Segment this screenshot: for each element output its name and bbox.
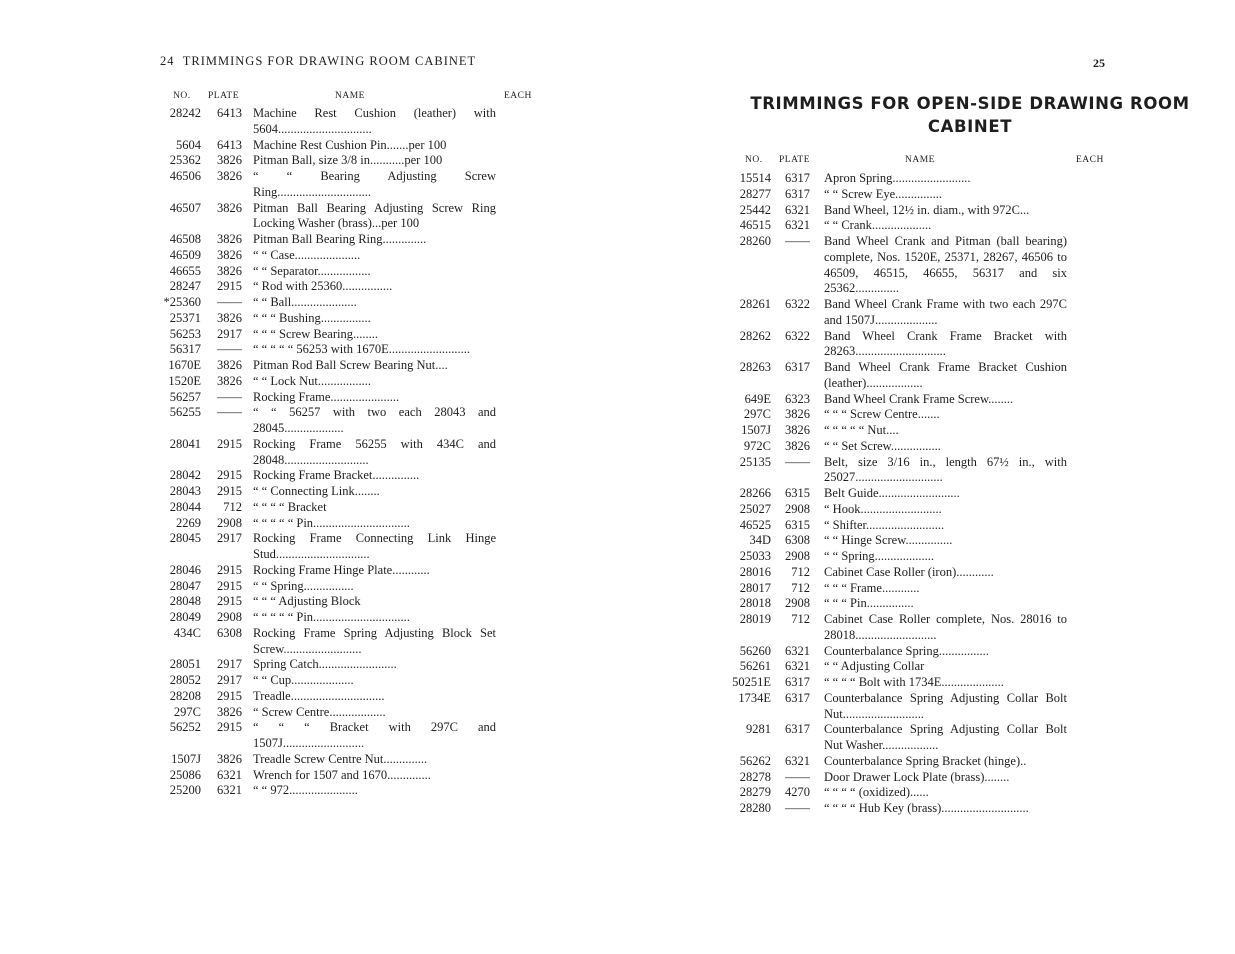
part-number: 28266 xyxy=(739,486,771,500)
part-name: “ Screw Centre.................. xyxy=(253,704,386,719)
part-name: “ “ Adjusting Collar xyxy=(824,659,925,674)
plate-number: 6321 xyxy=(785,202,810,217)
plate-number: 2915 xyxy=(217,720,242,735)
part-name: Rocking Frame Bracket............... xyxy=(253,468,420,483)
part-name: “ “ 56257 with two each 28043 and 28045................... xyxy=(253,405,496,435)
list-item xyxy=(700,360,1067,392)
part-number: 297C xyxy=(743,407,771,422)
part-name: “ “ Separator................. xyxy=(253,263,371,278)
list-item xyxy=(130,169,496,201)
plate-number: 3826 xyxy=(217,263,242,278)
part-name: Pitman Ball, size 3/8 in...........per 100 xyxy=(253,153,443,168)
part-number: 28046 xyxy=(169,562,201,577)
plate-number: 3826 xyxy=(217,751,242,766)
part-number: 28041 xyxy=(169,436,201,451)
plate-number: 712 xyxy=(223,499,242,514)
plate-number: 3826 xyxy=(217,704,242,719)
part-number: 2269 xyxy=(176,515,201,530)
part-name: Treadle Screw Centre Nut.............. xyxy=(253,751,428,766)
part-number: 28247 xyxy=(169,279,201,294)
list-item xyxy=(700,754,1067,770)
list-item xyxy=(700,722,1067,754)
plate-number: 2917 xyxy=(217,531,242,546)
part-name: “ “ “ “ Bracket xyxy=(253,499,327,514)
part-number: *25360 xyxy=(163,295,201,309)
plate-number: 3826 xyxy=(217,169,242,183)
part-number: 25200 xyxy=(169,783,201,798)
right-parts-list xyxy=(700,171,1067,817)
part-number: 5604 xyxy=(176,137,201,152)
list-item xyxy=(700,423,1067,439)
part-number: 649E xyxy=(744,391,771,406)
page-title: TRIMMINGS FOR OPEN-SIDE DRAWING ROOM CABINET xyxy=(750,94,1190,136)
part-number: 28049 xyxy=(169,610,201,624)
part-number: 28278 xyxy=(739,769,771,784)
part-number: 46515 xyxy=(739,218,771,233)
part-number: 28016 xyxy=(739,564,771,579)
plate-number: 2908 xyxy=(785,549,810,563)
part-name: Counterbalance Spring Adjusting Collar Bolt Nut.......................... xyxy=(824,690,1067,721)
plate-number: 2917 xyxy=(217,326,242,341)
part-number: 56253 xyxy=(169,326,201,341)
list-item xyxy=(130,610,496,626)
part-number: 28279 xyxy=(739,785,771,800)
part-name: Door Drawer Lock Plate (brass)........ xyxy=(824,769,1010,784)
list-item xyxy=(700,596,1067,612)
part-number: 28277 xyxy=(739,186,771,201)
right-page xyxy=(600,0,1235,954)
part-name: Counterbalance Spring Adjusting Collar Bolt Nut Washer.................. xyxy=(824,722,1067,752)
part-name: Pitman Rod Ball Screw Bearing Nut.... xyxy=(253,358,448,372)
part-name: Spring Catch......................... xyxy=(253,657,397,672)
part-name: Belt, size 3/16 in., length 67½ in., with 25027............................ xyxy=(824,454,1067,485)
part-number: 15514 xyxy=(739,171,771,185)
part-number: 28242 xyxy=(169,106,201,120)
part-name: “ “ “ Bushing................ xyxy=(253,310,371,325)
part-number: 28018 xyxy=(739,596,771,611)
part-number: 25362 xyxy=(169,153,201,168)
part-name: “ “ “ “ “ Pin............................... xyxy=(253,515,410,530)
list-item xyxy=(130,232,496,248)
part-number: 28017 xyxy=(739,580,771,595)
part-number: 46509 xyxy=(169,247,201,262)
list-item xyxy=(130,342,496,358)
part-number: 28052 xyxy=(169,673,201,687)
part-number: 56255 xyxy=(169,405,201,420)
plate-number: 6321 xyxy=(785,753,810,768)
part-name: Counterbalance Spring................ xyxy=(824,643,989,658)
part-name: “ “ Screw Eye............... xyxy=(824,186,943,201)
part-number: 56317 xyxy=(169,342,201,357)
plate-number: 2915 xyxy=(217,279,242,294)
part-number: 28043 xyxy=(169,484,201,498)
part-name: Rocking Frame Connecting Link Hinge Stud.............................. xyxy=(253,531,496,561)
part-number: 28263 xyxy=(739,360,771,374)
list-item xyxy=(700,187,1067,203)
part-number: 46507 xyxy=(169,200,201,215)
list-item xyxy=(130,531,496,563)
part-name: Treadle.............................. xyxy=(253,688,385,703)
part-name: Rocking Frame Spring Adjusting Block Set Screw......................... xyxy=(253,625,496,656)
list-item xyxy=(700,439,1067,455)
part-number: 28045 xyxy=(169,531,201,546)
plate-number: 6317 xyxy=(785,690,810,705)
part-name: Counterbalance Spring Bracket (hinge).. xyxy=(824,753,1027,768)
plate-number: —— xyxy=(217,342,242,357)
part-name: “ “ “ Screw Bearing........ xyxy=(253,326,378,341)
list-item xyxy=(700,644,1067,660)
plate-number: —— xyxy=(217,295,242,309)
list-item xyxy=(130,657,496,673)
plate-number: 6317 xyxy=(785,675,810,689)
list-item xyxy=(700,329,1067,361)
plate-number: —— xyxy=(785,801,810,815)
part-number: 28261 xyxy=(739,297,771,311)
plate-number: 712 xyxy=(791,612,810,626)
left-page xyxy=(0,0,600,954)
list-item xyxy=(130,720,496,752)
left-running-head xyxy=(160,54,476,69)
left-col-name: NAME xyxy=(335,91,365,101)
part-name: Belt Guide.......................... xyxy=(824,486,960,500)
plate-number: 3826 xyxy=(217,232,242,246)
list-item xyxy=(130,437,496,469)
plate-number: 3826 xyxy=(217,247,242,262)
part-number: 1670E xyxy=(168,358,201,372)
part-name: “ Hook.......................... xyxy=(824,501,942,516)
plate-number: 6317 xyxy=(785,171,810,185)
part-name: “ “ “ Pin............... xyxy=(824,596,914,611)
part-number: 1520E xyxy=(168,373,201,388)
plate-number: 6321 xyxy=(785,643,810,658)
part-number: 1734E xyxy=(738,690,771,705)
part-name: “ “ “ Bracket with 297C and 1507J.......................... xyxy=(253,720,496,750)
right-col-name: NAME xyxy=(905,155,935,165)
part-number: 25371 xyxy=(169,310,201,325)
part-number: 56261 xyxy=(739,659,771,674)
part-number: 28280 xyxy=(739,801,771,815)
list-item xyxy=(130,405,496,437)
part-name: “ “ Cup.................... xyxy=(253,673,354,687)
part-number: 46506 xyxy=(169,169,201,183)
part-name: “ Shifter......................... xyxy=(824,517,945,532)
part-number: 34D xyxy=(749,533,771,548)
plate-number: 2908 xyxy=(785,596,810,611)
part-name: “ “ Spring................ xyxy=(253,578,354,593)
part-number: 46525 xyxy=(739,517,771,532)
part-name: “ “ Set Screw................ xyxy=(824,438,941,453)
part-name: “ “ Case..................... xyxy=(253,247,361,262)
list-item xyxy=(130,153,496,169)
list-item xyxy=(700,234,1067,297)
part-number: 56257 xyxy=(169,389,201,404)
plate-number: 6323 xyxy=(785,391,810,406)
plate-number: 2917 xyxy=(217,673,242,687)
right-page-number: 25 xyxy=(1093,56,1105,70)
list-item xyxy=(130,752,496,768)
part-number: 28042 xyxy=(169,468,201,483)
list-item xyxy=(700,785,1067,801)
plate-number: —— xyxy=(785,769,810,784)
plate-number: 3826 xyxy=(785,407,810,422)
list-item xyxy=(700,203,1067,219)
plate-number: 6317 xyxy=(785,186,810,201)
part-name: “ “ “ “ “ 56253 with 1670E.......................... xyxy=(253,342,470,357)
right-col-each: EACH xyxy=(1076,155,1104,165)
right-col-plate: PLATE xyxy=(779,155,810,165)
part-number: 28051 xyxy=(169,657,201,672)
part-name: Band Wheel Crank Frame with two each 297C and 1507J.................... xyxy=(824,297,1067,327)
plate-number: 2915 xyxy=(217,578,242,593)
plate-number: 3826 xyxy=(217,358,242,372)
part-name: Pitman Ball Bearing Adjusting Screw Ring Locking Washer (brass)...per 100 xyxy=(253,200,496,231)
part-name: “ “ “ “ Hub Key (brass)............................ xyxy=(824,801,1029,815)
list-item xyxy=(700,297,1067,329)
part-number: 50251E xyxy=(732,675,771,689)
plate-number: 3826 xyxy=(785,423,810,437)
part-name: “ “ “ “ (oxidized)...... xyxy=(824,785,929,800)
plate-number: 6315 xyxy=(785,517,810,532)
part-name: “ “ “ Frame............ xyxy=(824,580,920,595)
part-name: “ “ “ “ “ Pin............................... xyxy=(253,610,410,624)
plate-number: 2908 xyxy=(785,501,810,516)
part-name: Wrench for 1507 and 1670.............. xyxy=(253,767,431,782)
list-item xyxy=(130,264,496,280)
plate-number: 712 xyxy=(791,564,810,579)
part-name: “ “ Crank................... xyxy=(824,218,932,233)
part-name: Band Wheel, 12½ in. diam., with 972C... xyxy=(824,202,1030,217)
list-item xyxy=(130,563,496,579)
plate-number: 3826 xyxy=(785,438,810,453)
list-item xyxy=(130,468,496,484)
part-name: Pitman Ball Bearing Ring.............. xyxy=(253,232,427,246)
list-item xyxy=(700,502,1067,518)
part-name: “ “ Ball..................... xyxy=(253,295,357,309)
part-name: “ “ Bearing Adjusting Screw Ring.............................. xyxy=(253,169,496,199)
plate-number: 6308 xyxy=(217,625,242,640)
plate-number: 6321 xyxy=(217,767,242,782)
list-item xyxy=(130,500,496,516)
part-name: “ “ 972...................... xyxy=(253,783,358,798)
part-name: Band Wheel Crank Frame Bracket Cushion (leather).................. xyxy=(824,360,1067,390)
plate-number: 2908 xyxy=(217,515,242,530)
list-item xyxy=(130,484,496,500)
plate-number: 6413 xyxy=(217,137,242,152)
list-item xyxy=(130,295,496,311)
plate-number: 4270 xyxy=(785,785,810,800)
list-item xyxy=(130,311,496,327)
plate-number: 2917 xyxy=(217,657,242,672)
list-item xyxy=(700,770,1067,786)
part-number: 28044 xyxy=(169,499,201,514)
part-name: Rocking Frame Hinge Plate............ xyxy=(253,562,430,577)
plate-number: —— xyxy=(217,405,242,420)
plate-number: 2908 xyxy=(217,610,242,624)
list-item xyxy=(700,533,1067,549)
part-number: 28262 xyxy=(739,328,771,343)
list-item xyxy=(130,374,496,390)
part-name: Machine Rest Cushion (leather) with 5604.............................. xyxy=(253,106,496,136)
part-number: 297C xyxy=(173,704,201,719)
list-item xyxy=(130,327,496,343)
list-item xyxy=(130,626,496,658)
part-name: Cabinet Case Roller complete, Nos. 28016 to 28018.......................... xyxy=(824,612,1067,642)
plate-number: 6321 xyxy=(785,659,810,674)
list-item xyxy=(130,673,496,689)
plate-number: 6413 xyxy=(217,106,242,120)
plate-number: 6321 xyxy=(785,218,810,233)
part-number: 28208 xyxy=(169,688,201,703)
plate-number: 6322 xyxy=(785,297,810,311)
plate-number: 6308 xyxy=(785,533,810,548)
plate-number: —— xyxy=(785,454,810,469)
part-number: 46508 xyxy=(169,232,201,246)
plate-number: 2915 xyxy=(217,468,242,483)
part-name: Band Wheel Crank Frame Bracket with 28263............................. xyxy=(824,328,1067,359)
list-item xyxy=(700,486,1067,502)
plate-number: —— xyxy=(217,389,242,404)
plate-number: 3826 xyxy=(217,310,242,325)
part-name: “ “ “ “ Bolt with 1734E.................... xyxy=(824,675,1004,689)
part-name: “ “ Hinge Screw............... xyxy=(824,533,953,548)
part-number: 25442 xyxy=(739,202,771,217)
part-number: 972C xyxy=(743,438,771,453)
list-item xyxy=(130,516,496,532)
plate-number: 3826 xyxy=(217,200,242,215)
plate-number: 2915 xyxy=(217,436,242,451)
list-item xyxy=(130,594,496,610)
list-item xyxy=(130,705,496,721)
part-name: Band Wheel Crank Frame Screw........ xyxy=(824,391,1014,406)
part-number: 28048 xyxy=(169,594,201,609)
list-item xyxy=(700,455,1067,487)
plate-number: 6317 xyxy=(785,722,810,737)
part-name: Rocking Frame 56255 with 434C and 28048........................... xyxy=(253,436,496,467)
plate-number: 6317 xyxy=(785,360,810,374)
list-item xyxy=(700,407,1067,423)
plate-number: —— xyxy=(785,234,810,248)
plate-number: 2915 xyxy=(217,562,242,577)
part-number: 28260 xyxy=(739,234,771,248)
left-col-plate: PLATE xyxy=(208,91,239,101)
list-item xyxy=(700,581,1067,597)
part-number: 25027 xyxy=(739,501,771,516)
part-number: 28047 xyxy=(169,578,201,593)
part-name: Band Wheel Crank and Pitman (ball bearing) complete, Nos. 1520E, 25371, 28267, 46506 to 46509, 46515, 46655, 56317 and six 25362.............. xyxy=(824,234,1067,296)
list-item xyxy=(700,518,1067,534)
plate-number: 2915 xyxy=(217,484,242,498)
list-item xyxy=(700,218,1067,234)
list-item xyxy=(130,768,496,784)
list-item xyxy=(130,390,496,406)
part-name: Machine Rest Cushion Pin.......per 100 xyxy=(253,137,447,152)
part-number: 56262 xyxy=(739,753,771,768)
list-item xyxy=(700,549,1067,565)
list-item xyxy=(130,579,496,595)
list-item xyxy=(700,392,1067,408)
part-number: 28019 xyxy=(739,612,771,626)
plate-number: 2915 xyxy=(217,594,242,609)
part-name: Apron Spring......................... xyxy=(824,171,971,185)
list-item xyxy=(700,171,1067,187)
list-item xyxy=(700,691,1067,723)
plate-number: 6315 xyxy=(785,486,810,500)
right-col-no: NO. xyxy=(745,155,763,165)
plate-number: 712 xyxy=(791,580,810,595)
list-item xyxy=(130,689,496,705)
part-number: 56252 xyxy=(169,720,201,735)
part-name: Cabinet Case Roller (iron)............ xyxy=(824,564,994,579)
list-item xyxy=(700,801,1067,817)
left-parts-list xyxy=(130,106,496,799)
plate-number: 6322 xyxy=(785,328,810,343)
part-number: 1507J xyxy=(741,423,771,437)
left-running-title: TRIMMINGS FOR DRAWING ROOM CABINET xyxy=(182,54,477,68)
list-item xyxy=(700,659,1067,675)
list-item xyxy=(700,675,1067,691)
part-number: 46655 xyxy=(169,263,201,278)
part-number: 25086 xyxy=(169,767,201,782)
part-number: 25135 xyxy=(739,454,771,469)
part-name: “ “ “ Screw Centre....... xyxy=(824,407,940,422)
part-name: “ Rod with 25360................ xyxy=(253,279,393,294)
part-name: “ “ “ “ “ Nut.... xyxy=(824,423,899,437)
left-col-each: EACH xyxy=(504,91,532,101)
part-name: “ “ Lock Nut................. xyxy=(253,373,372,388)
part-number: 434C xyxy=(173,625,201,640)
part-number: 9281 xyxy=(746,722,771,737)
list-item xyxy=(700,565,1067,581)
plate-number: 2915 xyxy=(217,688,242,703)
part-name: “ “ “ Adjusting Block xyxy=(253,594,361,609)
plate-number: 3826 xyxy=(217,373,242,388)
list-item xyxy=(130,783,496,799)
left-col-no: NO. xyxy=(173,91,191,101)
part-number: 1507J xyxy=(171,751,201,766)
part-name: Rocking Frame...................... xyxy=(253,389,400,404)
list-item xyxy=(130,248,496,264)
list-item xyxy=(130,279,496,295)
list-item xyxy=(130,201,496,233)
list-item xyxy=(130,138,496,154)
part-number: 56260 xyxy=(739,643,771,658)
part-number: 25033 xyxy=(739,549,771,563)
plate-number: 6321 xyxy=(217,783,242,798)
list-item xyxy=(130,106,496,138)
part-name: “ “ Spring................... xyxy=(824,549,935,563)
plate-number: 3826 xyxy=(217,153,242,168)
part-name: “ “ Connecting Link........ xyxy=(253,484,380,498)
list-item xyxy=(130,358,496,374)
left-page-number: 24 xyxy=(160,54,175,68)
list-item xyxy=(700,612,1067,644)
